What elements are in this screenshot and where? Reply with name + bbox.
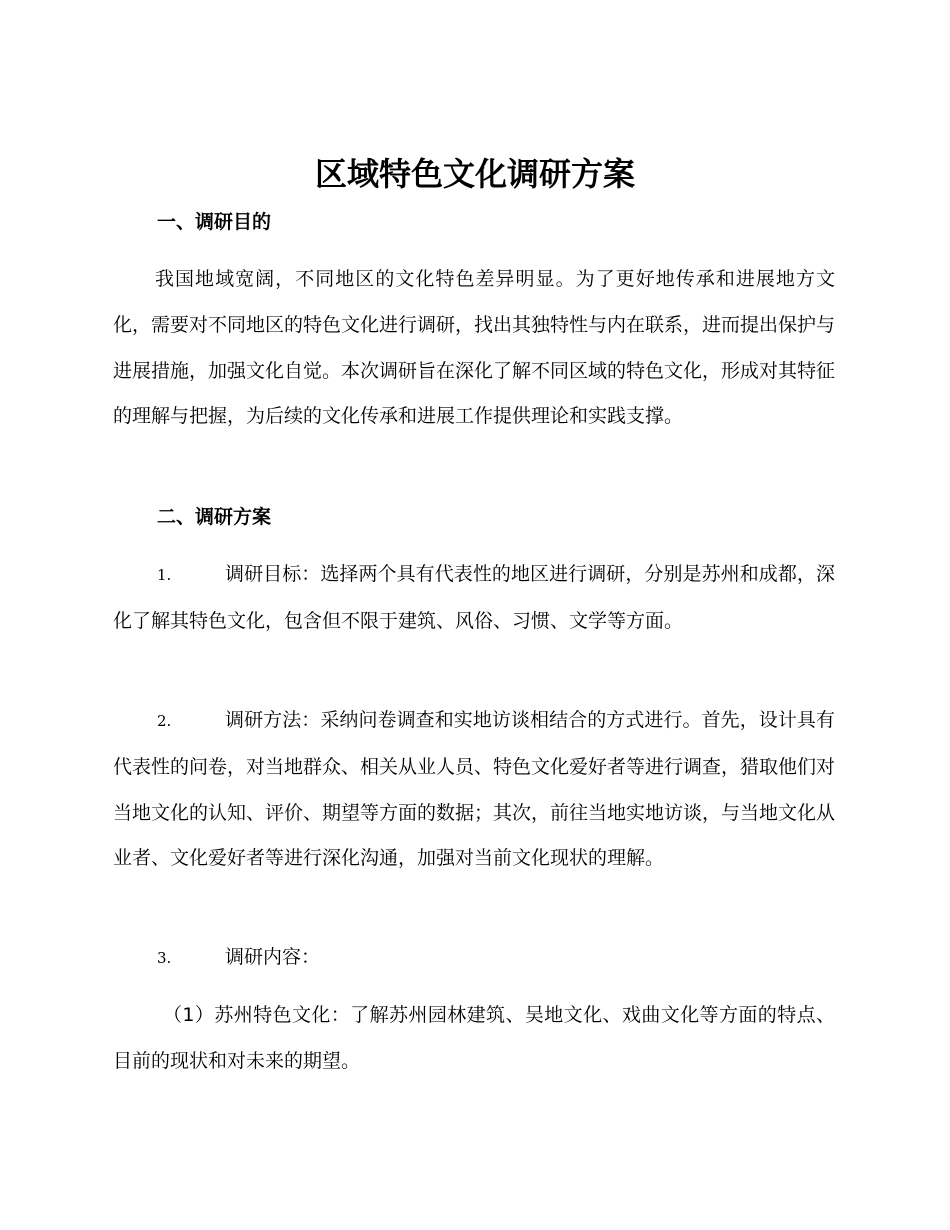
item-text: 调研目标：选择两个具有代表性的地区进行调研，分别是苏州和成都，深化了解其特色文化，包含但不限于建筑、风俗、习惯、文学等方面。 [113, 563, 835, 632]
section-heading-purpose: 一、调研目的 [157, 211, 272, 233]
purpose-paragraph: 我国地域宽阔，不同地区的文化特色差异明显。为了更好地传承和进展地方文化，需要对不同地区的特色文化进行调研，找出其独特性与内在联系，进而提出保护与进展措施，加强文化自觉。本次调研旨在深化了解不同区域的特色文化，形成对其特征的理解与把握，为后续的文化传承和进展工作提供理论和实践支撑。 [113, 268, 836, 428]
plan-item-content [113, 935, 835, 982]
item-text: 调研方法：采纳问卷调查和实地访谈相结合的方式进行。首先，设计具有代表性的问卷，对当地群众、相关从业人员、特色文化爱好者等进行调查，猎取他们对当地文化的认知、评价、期望等方面的数据；其次，前往当地实地访谈，与当地文化从业者、文化爱好者等进行深化沟通，加强对当前文化现状的理解。 [113, 709, 836, 870]
content-subitem-suzhou: （1）苏州特色文化：了解苏州园林建筑、吴地文化、戏曲文化等方面的特点、目前的现状和对未来的期望。 [113, 1004, 835, 1072]
item-number: 1. [157, 566, 172, 584]
document-title: 区域特色文化调研方案 [314, 155, 635, 193]
plan-item-goal [113, 552, 835, 645]
section-heading-plan: 二、调研方案 [157, 506, 272, 528]
item-text: 调研内容： [225, 946, 321, 968]
plan-item-method [113, 698, 835, 882]
item-number: 3. [157, 949, 172, 967]
item-number: 2. [157, 712, 172, 730]
